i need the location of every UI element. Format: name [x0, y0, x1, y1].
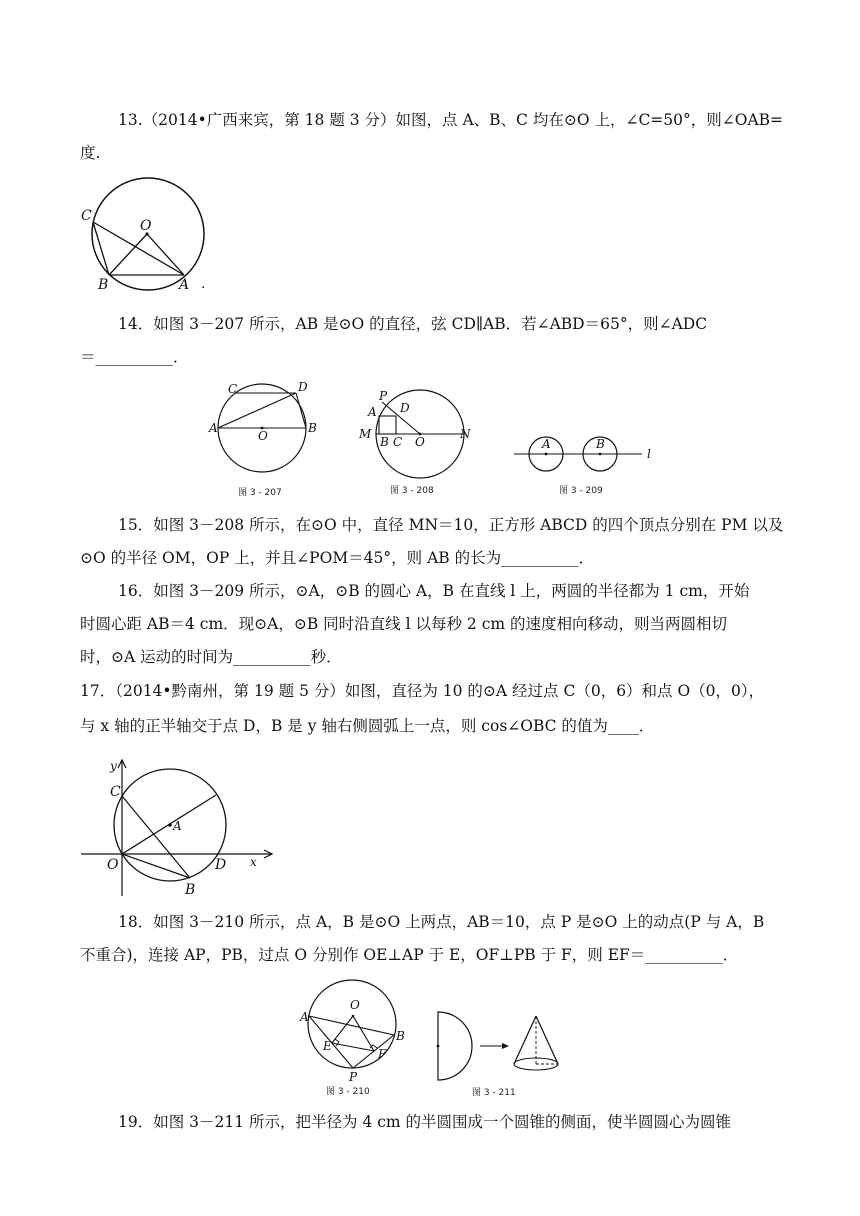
figure-3-210 — [296, 976, 412, 1100]
fig207-label-C: C — [228, 382, 238, 396]
fig207-label-D: D — [298, 380, 308, 394]
fig210-caption: 图 3 - 210 — [326, 1087, 370, 1097]
q13-label-B: B — [98, 277, 109, 293]
q13-period: . — [201, 276, 206, 292]
q13-label-C: C — [81, 208, 92, 224]
fig209-caption: 图 3 - 209 — [559, 486, 603, 496]
fig208-label-D: D — [400, 401, 410, 415]
q17-label-y: y — [110, 759, 117, 773]
q17-label-D: D — [215, 857, 227, 873]
q17-label-x: x — [250, 855, 257, 869]
fig207-label-O: O — [258, 429, 268, 443]
fig210-label-A: A — [300, 1010, 309, 1024]
fig210-label-E: E — [323, 1039, 332, 1053]
fig209-label-l: l — [647, 447, 651, 461]
q16-text-line3: 时，⊙A 运动的时间为__________秒． — [80, 648, 342, 666]
fig208-label-A: A — [368, 405, 377, 419]
fig210-label-O: O — [350, 998, 360, 1012]
fig210-label-F: F — [378, 1047, 387, 1061]
q17-label-C: C — [110, 784, 121, 800]
q14-text-line1: 14．如图 3－207 所示，AB 是⊙O 的直径，弦 CD∥AB．若∠ABD＝65°，则∠ADC — [118, 315, 708, 333]
q17-label-A: A — [173, 819, 182, 833]
fig208-label-N: N — [460, 427, 471, 441]
q17-coordinate-figure — [76, 752, 286, 900]
q13-label-A: A — [179, 277, 190, 293]
q17-label-B: B — [185, 882, 196, 898]
q19-text-line1: 19．如图 3－211 所示，把半径为 4 cm 的半圆围成一个圆锥的侧面，使半圆圆心为圆锥 — [118, 1113, 732, 1131]
q17-label-O: O — [107, 857, 119, 873]
q15-text-line2: ⊙O 的半径 OM，OP 上，并且∠POM＝45°，则 AB 的长为__________． — [80, 549, 595, 567]
q18-text-line1: 18．如图 3－210 所示，点 A，B 是⊙O 上两点，AB＝10，点 P 是⊙O 上的动点(P 与 A，B — [118, 913, 765, 931]
q13-text-line2: 度. — [80, 144, 101, 162]
q17-text-line1: 17．（2014•黔南州，第 19 题 5 分）如图，直径为 10 的⊙A 经过点 C（0，6）和点 O（0，0）， — [80, 682, 765, 700]
q13-text-line1: 13.（2014•广西来宾，第 18 题 3 分）如图，点 A、B、C 均在⊙O 上，∠C=50°，则∠OAB= — [118, 111, 784, 129]
figure-3-209 — [512, 426, 662, 498]
fig209-label-A: A — [542, 437, 551, 451]
fig208-caption: 图 3 - 208 — [390, 486, 434, 496]
q16-text-line2: 时圆心距 AB＝4 cm．现⊙A，⊙B 同时沿直线 l 以每秒 2 cm 的速度相向移动，则当两圆相切 — [80, 615, 727, 633]
fig211-caption: 图 3 - 211 — [472, 1088, 516, 1098]
fig210-label-B: B — [396, 1029, 405, 1043]
q13-label-O: O — [140, 218, 152, 234]
fig210-label-P: P — [349, 1070, 358, 1084]
fig207-label-B: B — [308, 421, 317, 435]
figure-3-211 — [432, 1008, 572, 1100]
fig207-label-A: A — [209, 421, 218, 435]
q15-text-line1: 15．如图 3－208 所示，在⊙O 中，直径 MN＝10，正方形 ABCD 的四个顶点分别在 PM 以及 — [118, 516, 784, 534]
q13-circle-figure — [76, 174, 216, 294]
figure-3-207 — [206, 378, 326, 500]
q16-text-line1: 16．如图 3－209 所示，⊙A，⊙B 的圆心 A，B 在直线 l 上，两圆的半径都为 1 cm，开始 — [118, 582, 750, 600]
fig208-label-M: M — [359, 427, 372, 441]
fig207-caption: 图 3 - 207 — [238, 488, 282, 498]
figure-3-208 — [356, 380, 486, 498]
q17-text-line2: 与 x 轴的正半轴交于点 D，B 是 y 轴右侧圆弧上一点，则 cos∠OBC 的值为____． — [80, 717, 655, 735]
fig208-label-O: O — [415, 435, 425, 449]
q14-text-line2: ＝__________． — [80, 348, 189, 366]
fig208-label-B: B — [380, 435, 389, 449]
fig208-label-P: P — [379, 389, 388, 403]
fig209-label-B: B — [596, 437, 605, 451]
q18-text-line2: 不重合)，连接 AP，PB，过点 O 分别作 OE⊥AP 于 E，OF⊥PB 于 F，则 EF＝__________． — [80, 946, 739, 964]
fig208-label-C: C — [393, 435, 403, 449]
